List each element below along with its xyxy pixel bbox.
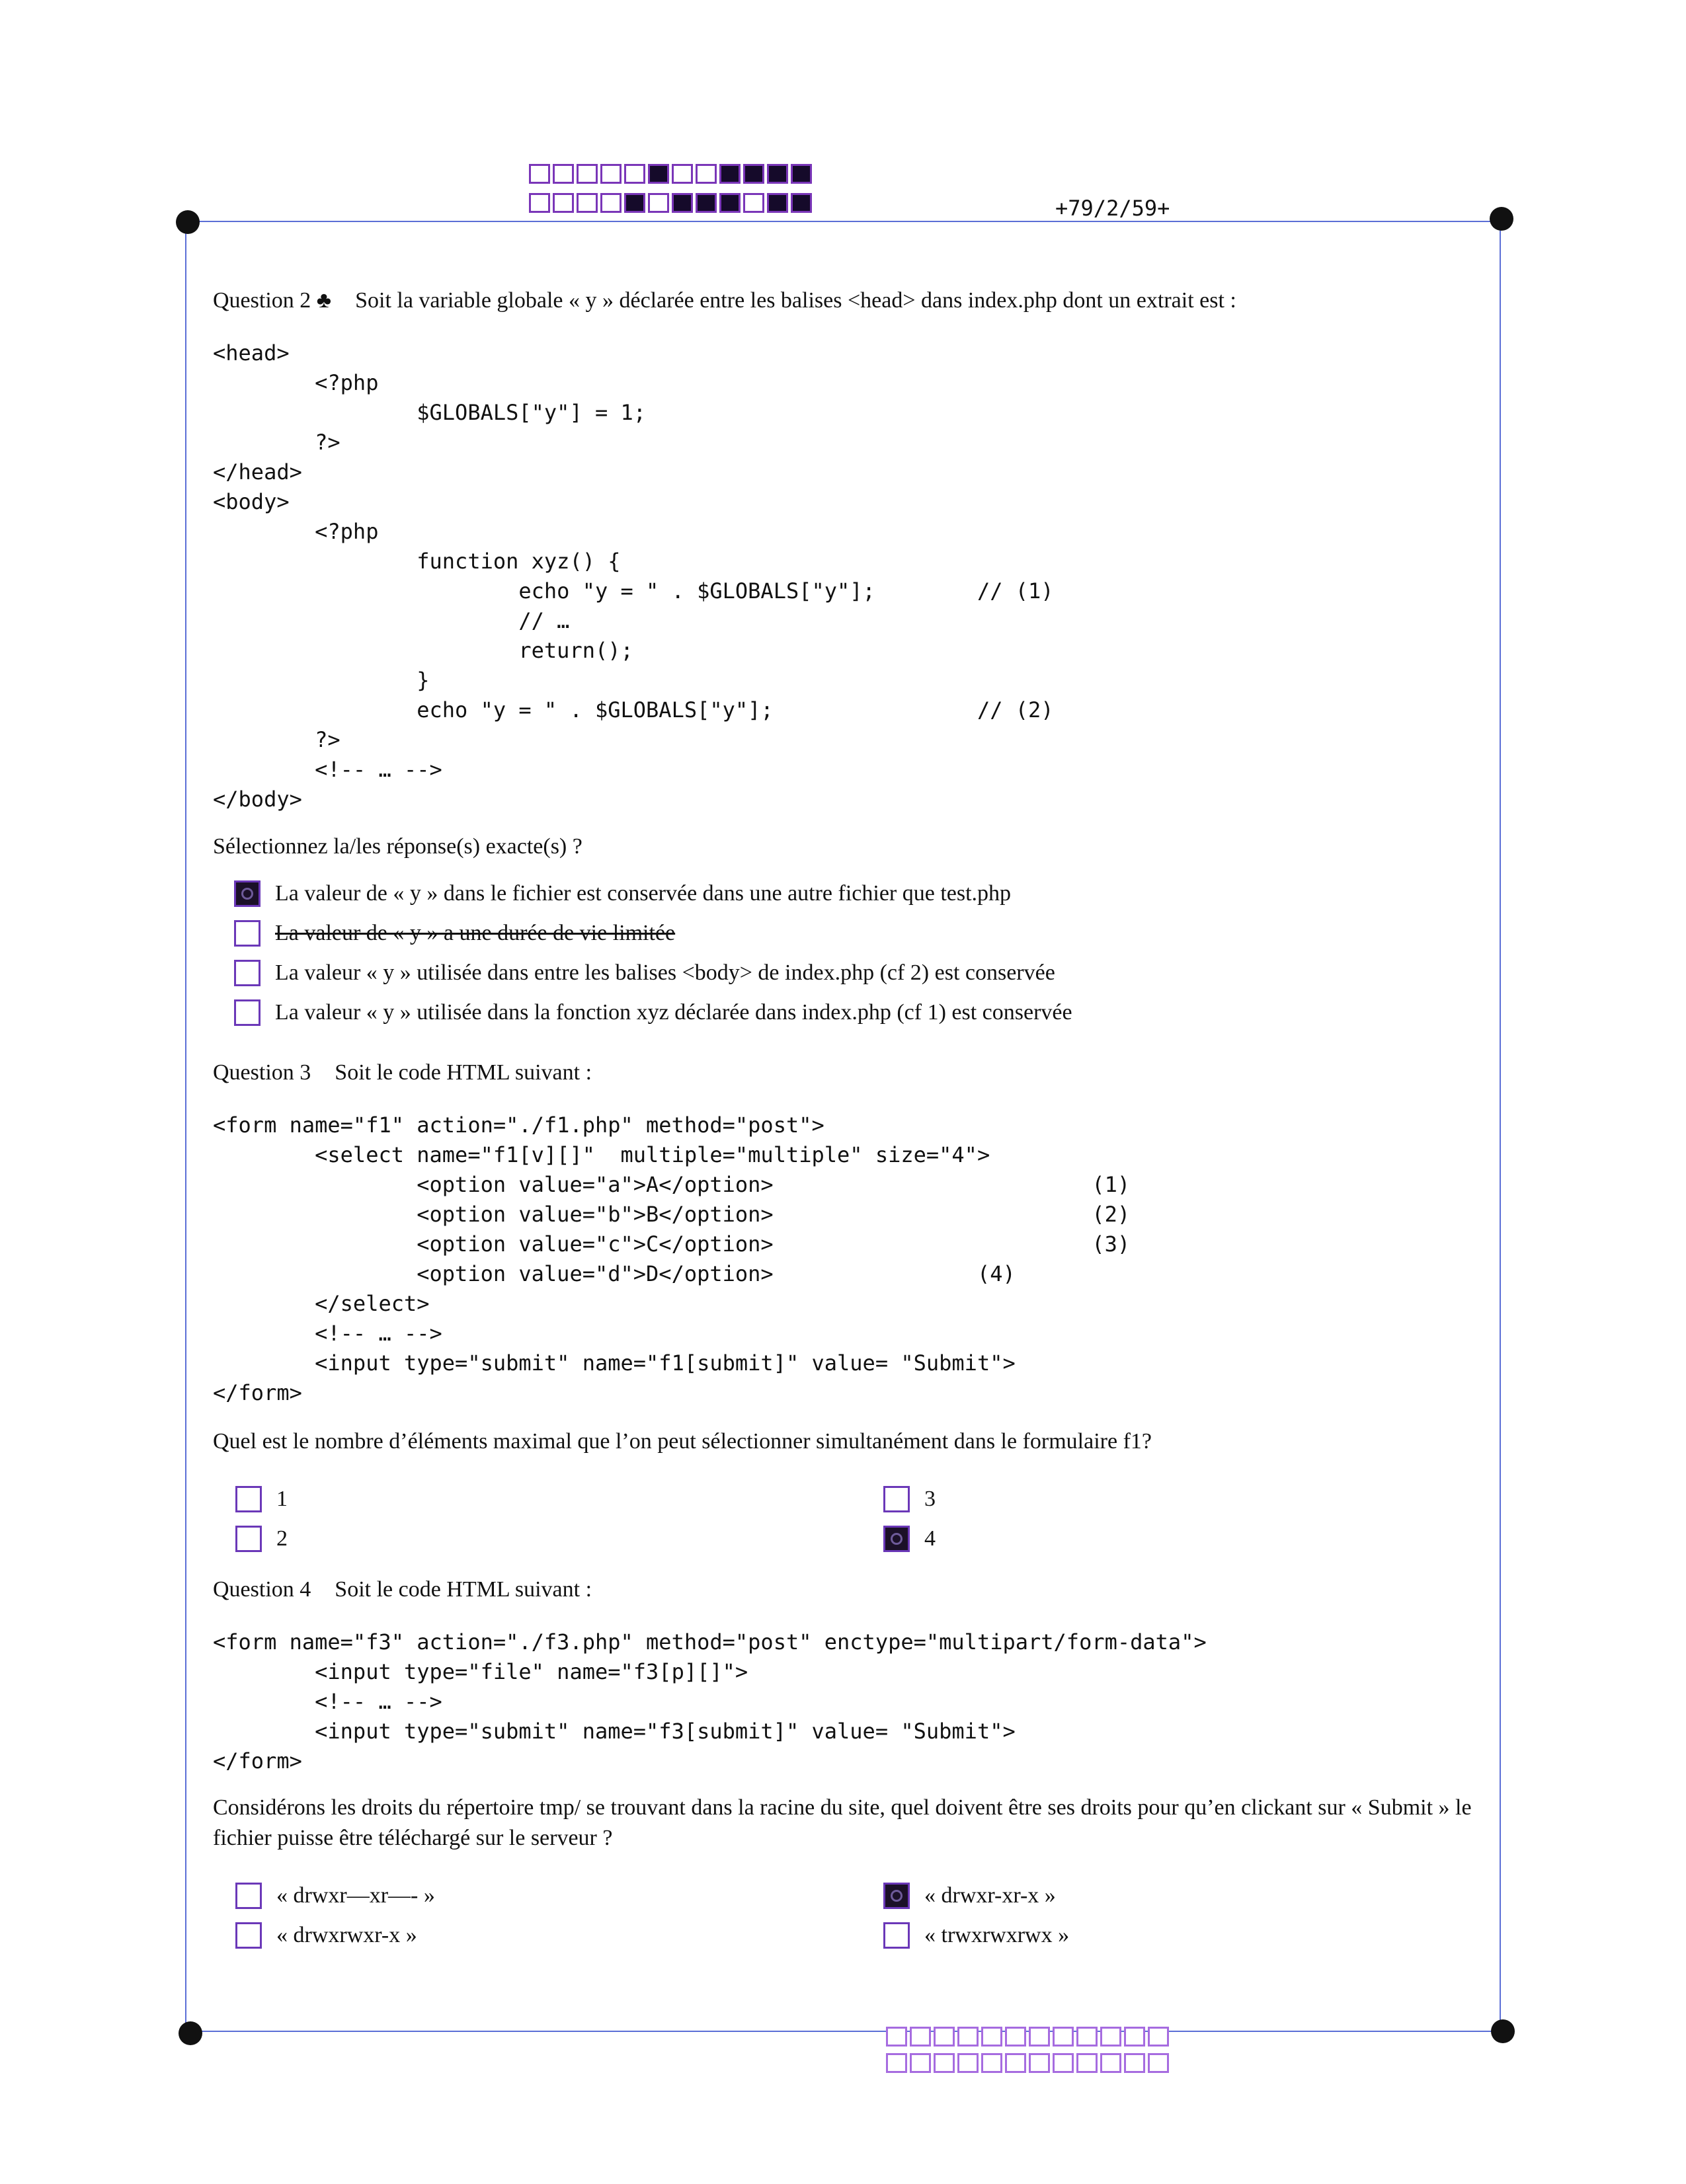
id-code-cell <box>957 2027 979 2047</box>
question-2-prompt: Soit la variable globale « y » déclarée entre les balises <head> dans index.php dont un extrait est : <box>355 288 1236 313</box>
option-label: La valeur de « y » a une durée de vie limitée <box>275 921 676 945</box>
id-code-cell <box>600 164 622 184</box>
question-4-question: Considérons les droits du répertoire tmp/ se trouvant dans la racine du site, quel doivent être ses droits pour qu’en clickant sur « Submit » le fichier puisse être téléchargé sur le serveur ? <box>213 1795 1472 1850</box>
question-3-prompt: Soit le code HTML suivant : <box>335 1060 592 1085</box>
id-code-cell <box>934 2053 955 2073</box>
id-code-cell <box>696 193 717 213</box>
id-code-cell <box>529 164 550 184</box>
id-code-cell <box>910 2027 931 2047</box>
option-label: « drwxr-xr-x » <box>924 1883 1056 1908</box>
question-3-question: Quel est le nombre d’éléments maximal que l’on peut sélectionner simultanément dans le formulaire f1? <box>213 1429 1152 1454</box>
registration-mark-bottom-left <box>179 2021 202 2045</box>
question-4-code: <form name="f3" action="./f3.php" method="post" enctype="multipart/form-data"> <input type="file" name="f3[p][]"> <!-- … --> <input type="submit" name="f3[submit]" value= "Submit"> </form> <box>213 1629 1207 1774</box>
question-4-option-2[interactable] <box>235 1922 417 1949</box>
id-code-cell <box>886 2027 907 2047</box>
question-3-heading <box>213 1060 592 1085</box>
registration-mark-top-right <box>1490 207 1513 231</box>
id-code-cell <box>1076 2027 1098 2047</box>
option-label: La valeur « y » utilisée dans entre les balises <body> de index.php (cf 2) est conservée <box>275 960 1055 985</box>
question-4-label: Question 4 <box>213 1577 311 1602</box>
question-2-code: <head> <?php $GLOBALS["y"] = 1; ?> </head> <body> <?php function xyz() { echo "y = " . $GLOBALS["y"]; // (1) // … return(); } echo "y = " . $GLOBALS["y"]; // (2) ?> <!-- … --> </body> <box>213 340 1054 812</box>
checkbox[interactable] <box>883 1883 910 1909</box>
question-4-option-1[interactable] <box>235 1883 435 1909</box>
id-code-cell <box>719 164 741 184</box>
id-code-cell <box>600 193 622 213</box>
checkbox[interactable] <box>235 1526 262 1552</box>
id-code-cell <box>791 193 812 213</box>
id-code-cell <box>696 164 717 184</box>
question-4-prompt: Soit le code HTML suivant : <box>335 1577 592 1602</box>
id-code-cell <box>529 193 550 213</box>
checkbox[interactable] <box>235 1486 262 1512</box>
id-code-cell <box>743 164 764 184</box>
question-2-heading <box>213 288 1236 313</box>
id-code-cell <box>934 2027 955 2047</box>
option-label: « drwxr—xr—- » <box>276 1883 435 1908</box>
question-2-option-4[interactable] <box>234 999 1072 1026</box>
id-code-cell <box>1029 2027 1050 2047</box>
id-code-cell <box>624 164 645 184</box>
option-label: « trwxrwxrwx » <box>924 1923 1070 1947</box>
id-code-cell <box>1148 2027 1169 2047</box>
checkbox[interactable] <box>235 1883 262 1909</box>
id-code-cell <box>791 164 812 184</box>
id-code-cell <box>1053 2053 1074 2073</box>
question-4-option-3[interactable] <box>883 1883 1056 1909</box>
question-4-heading <box>213 1577 592 1602</box>
id-code-cell <box>1148 2053 1169 2073</box>
page-code: +79/2/59+ <box>1055 196 1170 221</box>
id-code-cell <box>648 193 669 213</box>
checkbox[interactable] <box>234 999 261 1026</box>
id-code-cell <box>624 193 645 213</box>
checkbox[interactable] <box>883 1486 910 1512</box>
option-label: La valeur « y » utilisée dans la fonction xyz déclarée dans index.php (cf 1) est conservée <box>275 1000 1072 1025</box>
question-2-label: Question 2 ♣ <box>213 288 332 313</box>
id-code-cell <box>1029 2053 1050 2073</box>
option-label: 4 <box>924 1526 936 1551</box>
question-2-option-1[interactable] <box>234 880 1011 907</box>
id-code-cell <box>1124 2027 1145 2047</box>
question-3-option-1[interactable] <box>235 1486 288 1512</box>
question-3-option-3[interactable] <box>883 1486 936 1512</box>
id-code-row-1 <box>529 164 815 184</box>
id-code-cell <box>719 193 741 213</box>
question-3-option-2[interactable] <box>235 1526 288 1552</box>
footer-id-code-row-2 <box>886 2053 1172 2073</box>
registration-mark-bottom-right <box>1491 2019 1515 2043</box>
id-code-cell <box>577 164 598 184</box>
id-code-cell <box>1124 2053 1145 2073</box>
option-label: 1 <box>276 1487 288 1511</box>
question-2-option-2[interactable] <box>234 920 675 947</box>
id-code-cell <box>743 193 764 213</box>
id-code-cell <box>1005 2027 1026 2047</box>
id-code-cell <box>886 2053 907 2073</box>
id-code-cell <box>1005 2053 1026 2073</box>
option-label: 2 <box>276 1526 288 1551</box>
question-3-option-4[interactable] <box>883 1526 936 1552</box>
id-code-cell <box>577 193 598 213</box>
checkbox[interactable] <box>235 1922 262 1949</box>
id-code-cell <box>1076 2053 1098 2073</box>
checkbox[interactable] <box>234 880 261 907</box>
footer-id-code-row-1 <box>886 2027 1172 2047</box>
id-code-cell <box>910 2053 931 2073</box>
id-code-cell <box>1100 2027 1121 2047</box>
id-code-cell <box>553 193 574 213</box>
checkbox[interactable] <box>234 960 261 986</box>
id-code-cell <box>1100 2053 1121 2073</box>
checkbox[interactable] <box>234 920 261 947</box>
id-code-row-2 <box>529 193 815 213</box>
id-code-cell <box>767 164 788 184</box>
id-code-cell <box>767 193 788 213</box>
id-code-cell <box>1053 2027 1074 2047</box>
id-code-cell <box>672 164 693 184</box>
checkbox[interactable] <box>883 1526 910 1552</box>
option-label: La valeur de « y » dans le fichier est conservée dans une autre fichier que test.php <box>275 881 1012 906</box>
option-label: « drwxrwxr-x » <box>276 1923 417 1947</box>
question-3-code: <form name="f1" action="./f1.php" method="post"> <select name="f1[v][]" multiple="multiple" size="4"> <option value="a">A</option> (1) <option value="b">B</option> (2) <option value="c">C</option> (3) <option value="d">D</option> (4) </select> <!-- … --> <input type="submit" name="f1[submit]" value= "Submit"> </form> <box>213 1112 1131 1405</box>
id-code-cell <box>957 2053 979 2073</box>
id-code-cell <box>553 164 574 184</box>
id-code-cell <box>981 2027 1002 2047</box>
question-2-option-3[interactable] <box>234 960 1055 986</box>
question-2-question: Sélectionnez la/les réponse(s) exacte(s) ? <box>213 834 582 859</box>
id-code-cell <box>981 2053 1002 2073</box>
checkbox[interactable] <box>883 1922 910 1949</box>
id-code-cell <box>648 164 669 184</box>
registration-mark-top-left <box>176 210 200 234</box>
option-label: 3 <box>924 1487 936 1511</box>
id-code-cell <box>672 193 693 213</box>
question-4-option-4[interactable] <box>883 1922 1069 1949</box>
question-3-label: Question 3 <box>213 1060 311 1085</box>
